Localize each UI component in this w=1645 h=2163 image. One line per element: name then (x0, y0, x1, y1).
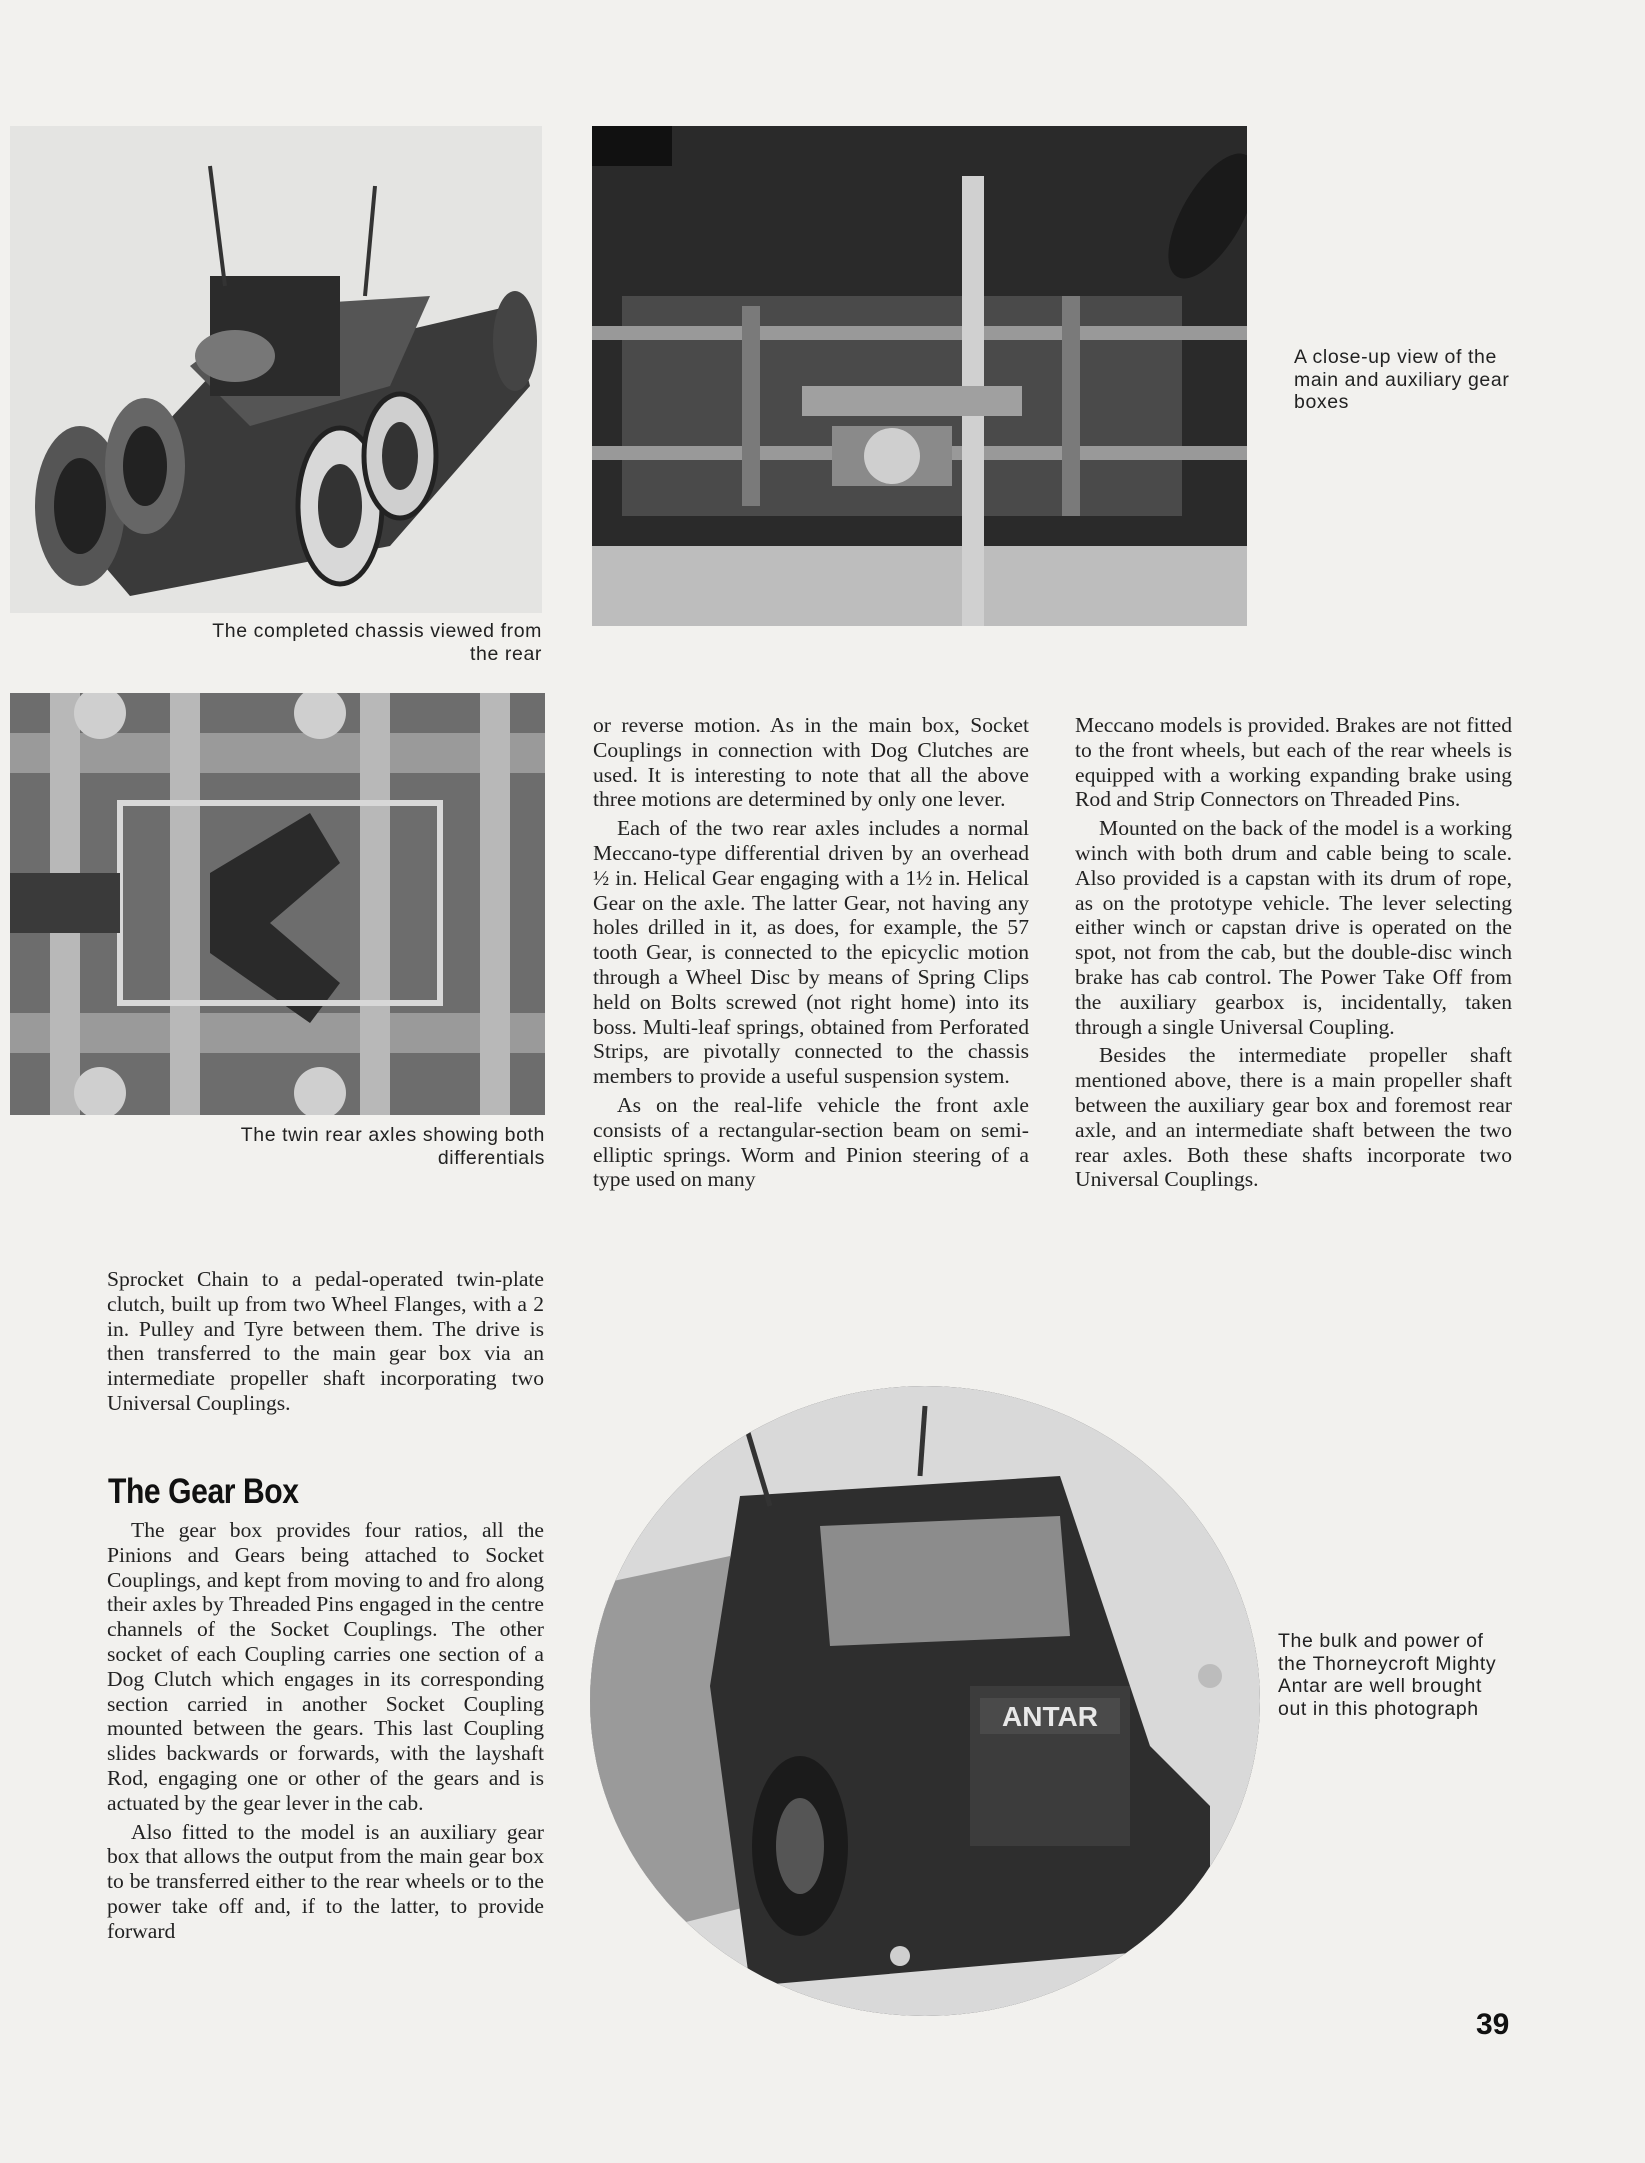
page-number: 39 (1476, 2008, 1510, 2041)
section-heading: The Gear Box (108, 1472, 299, 1511)
col1-paragraph-2: The gear box provides four ratios, all the Pinions and Gears being attached to Socket Couplings, and kept from moving to and fro along their axles by Threaded Pins engaged in the centre channels of the Socket Couplings. The other socket of each Coupling carries one section of a Dog Clutch which engages in its corresponding section carried in another Socket Coupling mounted between the gears. This last Coupling slides backwards or forwards, with the layshaft Rod, engaging one or other of the gears and is actuated by the gear lever in the cab. (107, 1518, 544, 1815)
antar-truck-photo (590, 1386, 1260, 2016)
column-1-top (107, 1267, 544, 1420)
column-3 (1075, 713, 1512, 1196)
col3-paragraph-1: Meccano models is provided. Brakes are not fitted to the front wheels, but each of the rear wheels is equipped with a working expanding brake using Rod and Strip Connectors on Threaded Pins. (1075, 713, 1512, 812)
column-2 (593, 713, 1029, 1196)
chassis-photo (10, 126, 542, 613)
col2-paragraph-2: Each of the two rear axles includes a normal Meccano-type differential driven by an overhead ½ in. Helical Gear engaging with a 1½ in. Helical Gear on the axle. The latter Gear, not having any holes drilled in it, as does, for example, the 57 tooth Gear, is connected to the epicyclic motion through a Wheel Disc by means of Spring Clips held on Bolts screwed (not right home) into its boss. Multi-leaf springs, obtained from Perforated Strips, are pivotally connected to the chassis members to provide a useful suspension system. (593, 816, 1029, 1089)
col3-paragraph-3: Besides the intermediate propeller shaft mentioned above, there is a main propeller shaft between the auxiliary gear box and foremost rear axle, and an intermediate shaft between the two rear axles. Both these shafts incorporate two Universal Couplings. (1075, 1043, 1512, 1192)
col1-paragraph-1: Sprocket Chain to a pedal-operated twin-plate clutch, built up from two Wheel Flanges, with a 2 in. Pulley and Tyre between them. The drive is then transferred to the main gear box via an intermediate propeller shaft incorporating two Universal Couplings. (107, 1267, 544, 1415)
column-1-bottom (107, 1518, 544, 1948)
gearbox-photo (592, 126, 1247, 626)
caption-antar: The bulk and power of the Thorneycroft Mighty Antar are well brought out in this photograph (1278, 1630, 1497, 1720)
col2-paragraph-3: As on the real-life vehicle the front axle consists of a rectangular-section beam on semi-elliptic springs. Worm and Pinion steering of a type used on many (593, 1092, 1029, 1192)
caption-gearboxes: A close-up view of the main and auxiliary gear boxes (1294, 346, 1510, 413)
caption-chassis: The completed chassis viewed from the rear (212, 620, 542, 665)
col3-paragraph-2: Mounted on the back of the model is a working winch with both drum and cable being to scale. Also provided is a capstan with its drum of rope, as on the prototype vehicle. The lever selecting either winch or capstan drive is operated on the spot, not from the cab, but the double-disc winch brake has cab control. The Power Take Off from the auxiliary gearbox is, incidentally, taken through a single Universal Coupling. (1075, 816, 1512, 1039)
caption-axles: The twin rear axles showing both differentials (240, 1124, 545, 1169)
col1-paragraph-3: Also fitted to the model is an auxiliary gear box that allows the output from the main gear box to be transferred either to the rear wheels or to the power take off and, if to the latter, to provide forward (107, 1819, 544, 1943)
grille-badge: ANTAR (1002, 1701, 1098, 1732)
col2-paragraph-1: or reverse motion. As in the main box, Socket Couplings in connection with Dog Clutches are used. It is interesting to note that all the above three motions are determined by only one lever. (593, 713, 1029, 812)
axles-photo (10, 693, 545, 1115)
